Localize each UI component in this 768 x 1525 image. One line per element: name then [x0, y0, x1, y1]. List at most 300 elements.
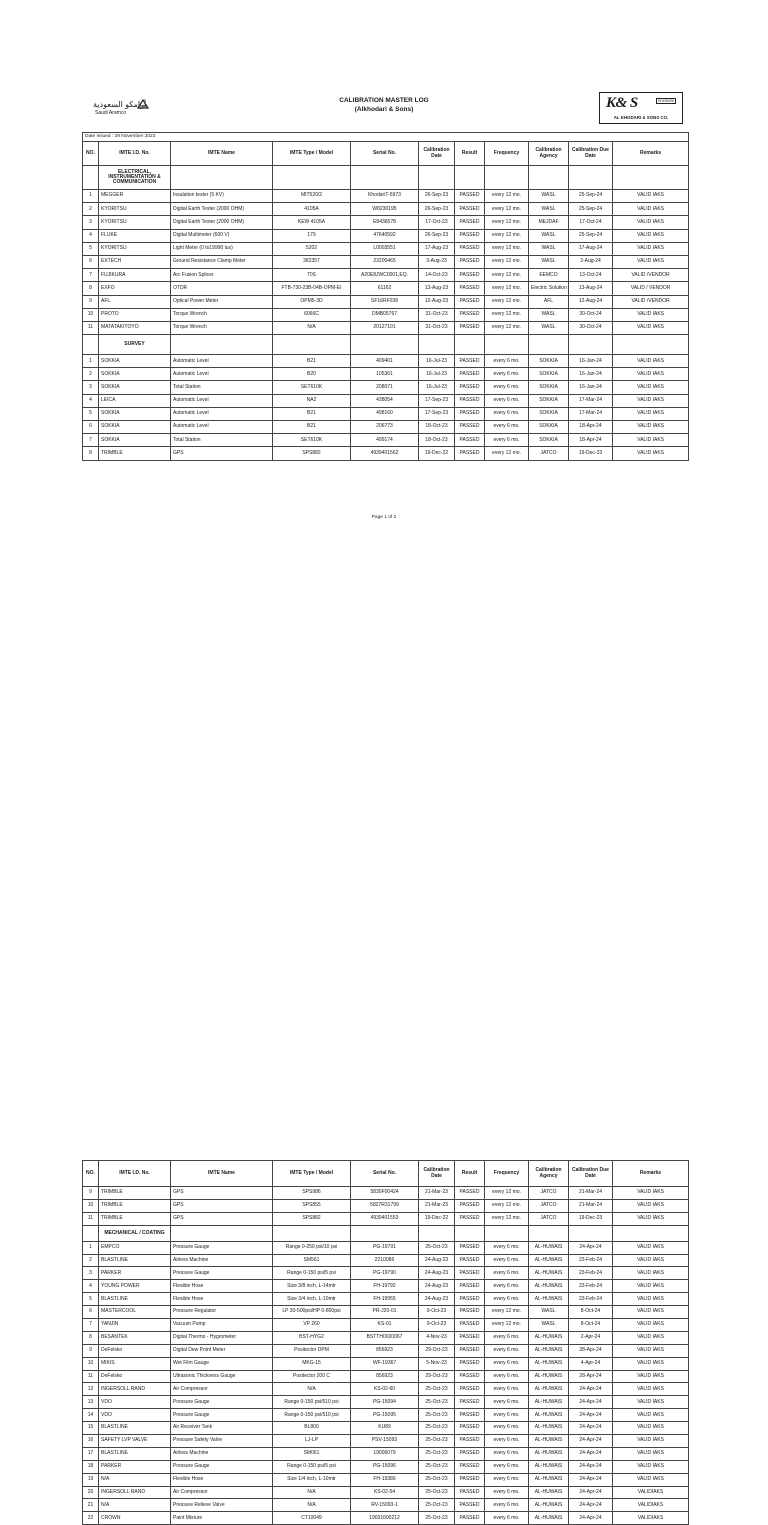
frequency: every 6 mo. — [485, 1447, 529, 1460]
serial-number: DMB05767 — [351, 308, 419, 321]
table-row — [83, 1383, 689, 1396]
column-header-serial-number: Serial No. — [351, 1161, 419, 1187]
due-date: 25-Sep-24 — [569, 190, 613, 203]
imte-name: Digital Earth Tester (2000 OHM) — [171, 203, 273, 216]
result: PASSED — [455, 1267, 485, 1280]
imte-name: Optical Power Meter — [171, 295, 273, 308]
imte-name: Airless Machine — [171, 1254, 273, 1267]
imte-model: Size 3/4 inch, L-10mtr — [273, 1293, 351, 1306]
remarks: VALID IAKS — [613, 1344, 689, 1357]
calibration-agency: AL-HUWAIS — [529, 1460, 569, 1473]
due-date: 28-Apr-24 — [569, 1344, 613, 1357]
imte-name: Arc Fusion Splicer — [171, 269, 273, 282]
table-row — [83, 1293, 689, 1306]
result: PASSED — [455, 1306, 485, 1319]
calibration-date: 25-Oct-23 — [419, 1447, 455, 1460]
page-two — [0, 540, 768, 1521]
imte-name: Air Receiver Tank — [171, 1422, 273, 1435]
imte-id: BLASTLINE — [99, 1254, 171, 1267]
serial-number: 19006079 — [351, 1447, 419, 1460]
remarks: VALID IAKS — [613, 1331, 689, 1344]
imte-name: Digital Earth Tester (2000 OHM) — [171, 216, 273, 229]
due-date: 25-Sep-24 — [569, 203, 613, 216]
calibration-date: 17-Oct-23 — [419, 216, 455, 229]
frequency: every 12 mo. — [485, 321, 529, 334]
imte-model: KEW 4105A — [273, 216, 351, 229]
item-number: 19 — [83, 1473, 99, 1486]
result: PASSED — [455, 269, 485, 282]
frequency: every 12 mo. — [485, 216, 529, 229]
table-row — [83, 321, 689, 334]
calibration-date: 13-Aug-23 — [419, 282, 455, 295]
serial-number: 23200465 — [351, 255, 419, 268]
result: PASSED — [455, 1331, 485, 1344]
serial-number: KU89 — [351, 1422, 419, 1435]
date-issued-row — [83, 133, 689, 142]
calibration-agency: SOKKIA — [529, 434, 569, 447]
item-number: 5 — [83, 407, 99, 420]
frequency: every 6 mo. — [485, 1422, 529, 1435]
remarks: VALIDIAKS — [613, 1512, 689, 1525]
imte-name: Pressure Relieve Valve — [171, 1499, 273, 1512]
serial-number: PSV-15093 — [351, 1435, 419, 1448]
imte-name: Automatic Level — [171, 394, 273, 407]
serial-number: 61162 — [351, 282, 419, 295]
calibration-date: 3-Aug-23 — [419, 255, 455, 268]
imte-id: TRIMBLE — [99, 1199, 171, 1212]
imte-name: Paint Mixture — [171, 1512, 273, 1525]
imte-id: N/A — [99, 1499, 171, 1512]
calibration-agency: SOKKIA — [529, 394, 569, 407]
calibration-agency: JATCO — [529, 1212, 569, 1225]
imte-id: TRIMBLE — [99, 447, 171, 460]
due-date: 24-Apr-24 — [569, 1435, 613, 1448]
imte-id: YOUNG POWER — [99, 1280, 171, 1293]
due-date: 18-Apr-24 — [569, 421, 613, 434]
result: PASSED — [455, 308, 485, 321]
logo-arabic-text: أرامكو السعودية — [93, 100, 147, 109]
imte-id: SOKKIA — [99, 407, 171, 420]
table-row — [83, 1319, 689, 1332]
due-date: 8-Oct-24 — [569, 1319, 613, 1332]
section-header-row — [83, 166, 689, 190]
section-spacer — [485, 1225, 529, 1241]
table-row — [83, 1241, 689, 1254]
result: PASSED — [455, 447, 485, 460]
result: PASSED — [455, 282, 485, 295]
column-header-calibration-date: Calibration Date — [419, 142, 455, 166]
imte-model: 179 — [273, 229, 351, 242]
imte-id: SOKKIA — [99, 421, 171, 434]
ks-logo-subtitle: AL KHODARI & SONS CO. — [613, 115, 669, 120]
table-row — [83, 1357, 689, 1370]
saudi-aramco-logo — [93, 98, 157, 120]
remarks: VALID IAKS — [613, 1319, 689, 1332]
imte-id: INGERSOLL RAND — [99, 1383, 171, 1396]
imte-model: SPS986 — [273, 1187, 351, 1200]
imte-name: GPS — [171, 447, 273, 460]
result: PASSED — [455, 1293, 485, 1306]
frequency: every 6 mo. — [485, 1383, 529, 1396]
result: PASSED — [455, 1319, 485, 1332]
remarks: VALID IAKS — [613, 1383, 689, 1396]
remarks: VALID IAKS — [613, 1447, 689, 1460]
imte-id: FLUKE — [99, 229, 171, 242]
section-header-row — [83, 335, 689, 355]
item-number: 10 — [83, 1199, 99, 1212]
imte-id: EXTECH — [99, 255, 171, 268]
table-row — [83, 229, 689, 242]
imte-id: KYORITSU — [99, 203, 171, 216]
calibration-date: 26-Sep-23 — [419, 190, 455, 203]
calibration-date: 25-Oct-23 — [419, 1396, 455, 1409]
remarks: VALID IAKS — [613, 1241, 689, 1254]
remarks: VALID IAKS — [613, 447, 689, 460]
imte-id: TRIMBLE — [99, 1187, 171, 1200]
column-header-frequency: Frequency — [485, 1161, 529, 1187]
calibration-agency: AL-HUWAIS — [529, 1293, 569, 1306]
calibration-agency: AL-HUWAIS — [529, 1280, 569, 1293]
item-number: 3 — [83, 381, 99, 394]
serial-number: FH-19955 — [351, 1293, 419, 1306]
serial-number: PG-19791 — [351, 1241, 419, 1254]
item-number: 4 — [83, 394, 99, 407]
calibration-agency: AL-HUWAIS — [529, 1331, 569, 1344]
item-number: 7 — [83, 269, 99, 282]
calibration-date: 5-Nov-23 — [419, 1357, 455, 1370]
calibration-date: 21-Mar-23 — [419, 1187, 455, 1200]
item-number: 3 — [83, 216, 99, 229]
table-row — [83, 355, 689, 368]
result: PASSED — [455, 295, 485, 308]
frequency: every 12 mo. — [485, 1319, 529, 1332]
frequency: every 6 mo. — [485, 1460, 529, 1473]
calibration-agency: JATCO — [529, 447, 569, 460]
due-date: 24-Apr-24 — [569, 1486, 613, 1499]
frequency: every 6 mo. — [485, 1267, 529, 1280]
calibration-date: 16-Jul-23 — [419, 381, 455, 394]
imte-id: PARKER — [99, 1460, 171, 1473]
serial-number: KS-02-60 — [351, 1383, 419, 1396]
imte-name: Ground Resistance Clamp Meter — [171, 255, 273, 268]
calibration-agency: SOKKIA — [529, 368, 569, 381]
due-date: 13-Oct-24 — [569, 269, 613, 282]
remarks: VALID IAKS — [613, 394, 689, 407]
section-spacer — [485, 335, 529, 355]
remarks: VALID IAKS — [613, 407, 689, 420]
frequency: every 6 mo. — [485, 355, 529, 368]
result: PASSED — [455, 1383, 485, 1396]
result: PASSED — [455, 1280, 485, 1293]
item-number: 1 — [83, 355, 99, 368]
table-row — [83, 368, 689, 381]
section-spacer — [419, 166, 455, 190]
table-row — [83, 1344, 689, 1357]
result: PASSED — [455, 394, 485, 407]
serial-number: 856923 — [351, 1370, 419, 1383]
remarks: VALID IAKS — [613, 1357, 689, 1370]
due-date: 16-Jan-24 — [569, 368, 613, 381]
section-spacer — [83, 335, 99, 355]
calibration-agency: AFL — [529, 295, 569, 308]
column-header-calibration-agency: Calibration Agency — [529, 142, 569, 166]
imte-id: DeFelsko — [99, 1370, 171, 1383]
calibration-date: 9-Oct-23 — [419, 1306, 455, 1319]
imte-id: SOKKIA — [99, 355, 171, 368]
remarks: VALIDIAKS — [613, 1486, 689, 1499]
serial-number: 409401 — [351, 355, 419, 368]
frequency: every 6 mo. — [485, 394, 529, 407]
imte-model: OPM5-3D — [273, 295, 351, 308]
khodari-sons-logo — [599, 92, 683, 124]
section-title: ELECTRICAL, INSTRUMENTATION & COMMUNICATION — [99, 166, 171, 190]
due-date: 30-Oct-24 — [569, 321, 613, 334]
item-number: 8 — [83, 282, 99, 295]
result: PASSED — [455, 1422, 485, 1435]
remarks: VALID IAKS — [613, 355, 689, 368]
serial-number: 4939401562 — [351, 447, 419, 460]
due-date: 21-Mar-24 — [569, 1199, 613, 1212]
result: PASSED — [455, 1396, 485, 1409]
calibration-date: 16-Jul-23 — [419, 368, 455, 381]
remarks: VALID IAKS — [613, 381, 689, 394]
item-number: 2 — [83, 203, 99, 216]
column-header-result: Result — [455, 142, 485, 166]
imte-name: Vacuum Pump — [171, 1319, 273, 1332]
table-row — [83, 269, 689, 282]
calibration-date: 18-Oct-23 — [419, 421, 455, 434]
imte-name: Digital Thermo - Hygrometer — [171, 1331, 273, 1344]
frequency: every 6 mo. — [485, 1486, 529, 1499]
due-date: 12-Aug-24 — [569, 295, 613, 308]
due-date: 18-Apr-24 — [569, 434, 613, 447]
imte-name: Pressure Gauge — [171, 1409, 273, 1422]
frequency: every 6 mo. — [485, 381, 529, 394]
section-spacer — [455, 335, 485, 355]
section-spacer — [455, 1225, 485, 1241]
imte-name: Automatic Level — [171, 368, 273, 381]
table-row — [83, 1486, 689, 1499]
due-date: 16-Jan-24 — [569, 381, 613, 394]
column-header-imte-name: IMTE Name — [171, 142, 273, 166]
calibration-agency: AL-HUWAIS — [529, 1383, 569, 1396]
imte-id: BESANTEK — [99, 1331, 171, 1344]
item-number: 1 — [83, 1241, 99, 1254]
section-spacer — [419, 335, 455, 355]
imte-model: BST-HYG2 — [273, 1331, 351, 1344]
due-date: 24-Apr-24 — [569, 1383, 613, 1396]
frequency: every 6 mo. — [485, 1241, 529, 1254]
column-header-imte-id: IMTE I.D. No. — [99, 142, 171, 166]
remarks: VALID IAKS — [613, 1306, 689, 1319]
imte-id: AFL — [99, 295, 171, 308]
item-number: 18 — [83, 1460, 99, 1473]
calibration-date: 25-Oct-23 — [419, 1460, 455, 1473]
frequency: every 6 mo. — [485, 1512, 529, 1525]
column-header-imte-name: IMTE Name — [171, 1161, 273, 1187]
section-spacer — [419, 1225, 455, 1241]
serial-number: 856923 — [351, 1344, 419, 1357]
imte-id: SOKKIA — [99, 368, 171, 381]
imte-model: BL800 — [273, 1422, 351, 1435]
imte-name: Automatic Level — [171, 421, 273, 434]
imte-id: SAFETY LVP VALVE — [99, 1435, 171, 1448]
calibration-agency: JATCO — [529, 1187, 569, 1200]
calibration-date: 24-Aug-23 — [419, 1267, 455, 1280]
due-date: 24-Apr-24 — [569, 1512, 613, 1525]
result: PASSED — [455, 1357, 485, 1370]
frequency: every 12 mo. — [485, 229, 529, 242]
imte-name: Air Compressor — [171, 1486, 273, 1499]
imte-id: YANJIN — [99, 1319, 171, 1332]
table-row — [83, 216, 689, 229]
serial-number: 2210086 — [351, 1254, 419, 1267]
table-row — [83, 295, 689, 308]
calibration-table-page-1 — [82, 132, 689, 461]
remarks: VALID IAKS — [613, 1212, 689, 1225]
calibration-date: 26-Sep-23 — [419, 203, 455, 216]
imte-model: B21 — [273, 407, 351, 420]
imte-model: SPS882 — [273, 1212, 351, 1225]
due-date: 23-Feb-24 — [569, 1293, 613, 1306]
imte-id: MIKIS — [99, 1357, 171, 1370]
imte-id: MASTERCOOL — [99, 1306, 171, 1319]
result: PASSED — [455, 1370, 485, 1383]
calibration-date: 29-Oct-23 — [419, 1344, 455, 1357]
due-date: 17-Oct-24 — [569, 216, 613, 229]
serial-number: 438054 — [351, 394, 419, 407]
frequency: every 12 mo. — [485, 269, 529, 282]
column-header-serial-number: Serial No. — [351, 142, 419, 166]
calibration-date: 31-Oct-23 — [419, 321, 455, 334]
table-row — [83, 1267, 689, 1280]
frequency: every 6 mo. — [485, 1435, 529, 1448]
aramco-mark-icon — [137, 98, 149, 110]
serial-number: FH-19386 — [351, 1473, 419, 1486]
section-spacer — [613, 1225, 689, 1241]
due-date: 13-Aug-24 — [569, 282, 613, 295]
calibration-date: 25-Oct-23 — [419, 1512, 455, 1525]
calibration-agency: WASL — [529, 321, 569, 334]
imte-model: VP 260 — [273, 1319, 351, 1332]
remarks: VALID IAKS — [613, 1199, 689, 1212]
serial-number: 19031600212 — [351, 1512, 419, 1525]
item-number: 3 — [83, 1267, 99, 1280]
imte-model: B20 — [273, 368, 351, 381]
calibration-agency: SOKKIA — [529, 355, 569, 368]
item-number: 6 — [83, 1306, 99, 1319]
frequency: every 6 mo. — [485, 1409, 529, 1422]
imte-model: B21 — [273, 355, 351, 368]
calibration-date: 19-Dec-22 — [419, 447, 455, 460]
table-row — [83, 1331, 689, 1344]
imte-model: B21 — [273, 421, 351, 434]
imte-name: GPS — [171, 1187, 273, 1200]
serial-number: 208071 — [351, 381, 419, 394]
remarks: VALID IAKS — [613, 1254, 689, 1267]
frequency: every 6 mo. — [485, 1293, 529, 1306]
table-row — [83, 1212, 689, 1225]
calibration-date: 25-Oct-23 — [419, 1383, 455, 1396]
section-spacer — [351, 335, 419, 355]
frequency: every 12 mo. — [485, 255, 529, 268]
calibration-date: 18-Oct-23 — [419, 434, 455, 447]
calibration-agency: AL-HUWAIS — [529, 1473, 569, 1486]
imte-model: Positector 200 C — [273, 1370, 351, 1383]
section-spacer — [529, 335, 569, 355]
frequency: every 12 mo. — [485, 1199, 529, 1212]
section-spacer — [529, 166, 569, 190]
calibration-date: 24-Aug-23 — [419, 1254, 455, 1267]
result: PASSED — [455, 1344, 485, 1357]
table-row — [83, 407, 689, 420]
serial-number: 5830F00424 — [351, 1187, 419, 1200]
item-number: 5 — [83, 1293, 99, 1306]
result: PASSED — [455, 203, 485, 216]
item-number: 16 — [83, 1435, 99, 1448]
remarks: VALID IAKS — [613, 1396, 689, 1409]
serial-number: 498160 — [351, 407, 419, 420]
calibration-agency: AL-HUWAIS — [529, 1396, 569, 1409]
calibration-agency: EEMCO — [529, 269, 569, 282]
table-row — [83, 421, 689, 434]
item-number: 9 — [83, 1187, 99, 1200]
imte-name: Total Station — [171, 434, 273, 447]
column-header-imte-id: IMTE I.D. No. — [99, 1161, 171, 1187]
result: PASSED — [455, 255, 485, 268]
remarks: VALID IAKS — [613, 1267, 689, 1280]
calibration-date: 25-Oct-23 — [419, 1499, 455, 1512]
date-issued: Date Issued : 29 November 2023 — [83, 133, 689, 142]
imte-model: N/A — [273, 321, 351, 334]
title-line-2: (Alkhodari & Sons) — [354, 106, 414, 113]
serial-number: A20E8JWC0001,EQ. — [351, 269, 419, 282]
due-date: 24-Apr-24 — [569, 1473, 613, 1486]
calibration-date: 17-Sep-23 — [419, 407, 455, 420]
calibration-agency: AL-HUWAIS — [529, 1512, 569, 1525]
serial-number: 499174 — [351, 434, 419, 447]
serial-number: PG-19790 — [351, 1267, 419, 1280]
serial-number: PG-15094 — [351, 1396, 419, 1409]
calibration-agency: AL-HUWAIS — [529, 1370, 569, 1383]
column-header-remarks: Remarks — [613, 1161, 689, 1187]
imte-model: 382357 — [273, 255, 351, 268]
imte-model: N/A — [273, 1383, 351, 1396]
serial-number: 105361 — [351, 368, 419, 381]
table-row — [83, 1512, 689, 1525]
serial-number: 5827R31799 — [351, 1199, 419, 1212]
item-number: 13 — [83, 1396, 99, 1409]
table-row — [83, 381, 689, 394]
serial-number: KS-02-54 — [351, 1486, 419, 1499]
result: PASSED — [455, 1187, 485, 1200]
result: PASSED — [455, 1241, 485, 1254]
imte-name: Pressure Regulator — [171, 1306, 273, 1319]
frequency: every 12 mo. — [485, 282, 529, 295]
frequency: every 12 mo. — [485, 447, 529, 460]
item-number: 7 — [83, 1319, 99, 1332]
table-row — [83, 1306, 689, 1319]
imte-id: INGERSOLL RAND — [99, 1486, 171, 1499]
due-date: 2-Apr-24 — [569, 1331, 613, 1344]
calibration-agency: AL-HUWAIS — [529, 1499, 569, 1512]
serial-number: WF-19367 — [351, 1357, 419, 1370]
imte-name: GPS — [171, 1212, 273, 1225]
section-spacer — [171, 166, 273, 190]
item-number: 10 — [83, 1357, 99, 1370]
item-number: 7 — [83, 434, 99, 447]
imte-model: 5202 — [273, 242, 351, 255]
